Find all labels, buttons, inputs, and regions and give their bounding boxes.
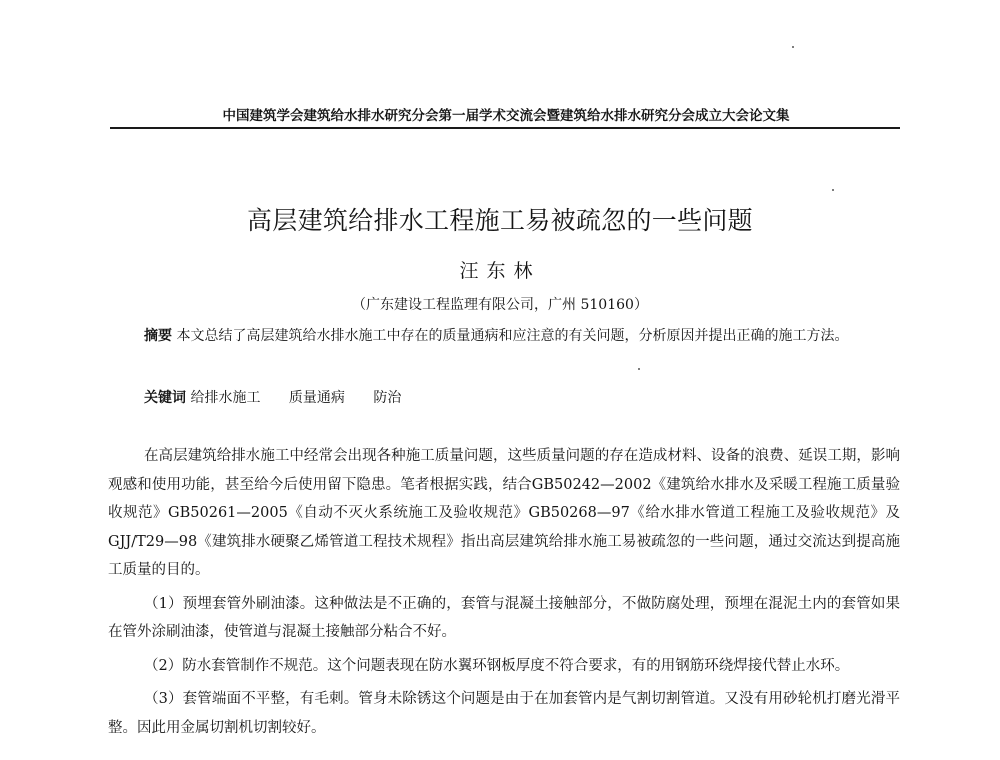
item-paragraph-3: （3）套管端面不平整，有毛刺。管身未除锈这个问题是由于在加套管内是气割切割管道。又没有用砂轮机打磨光滑平整。因此用金属切割机切割较好。 xyxy=(108,691,900,736)
author-affiliation: （广东建设工程监理有限公司，广州 510160） xyxy=(352,297,648,313)
header-rule xyxy=(110,127,900,129)
item-paragraph-1: （1）预埋套管外刷油漆。这种做法是不正确的，套管与混凝土接触部分，不做防腐处理，预埋在混泥土内的套管如果在管外涂刷油漆，使管道与混凝土接触部分粘合不好。 xyxy=(108,595,900,640)
keyword-1: 给排水施工 xyxy=(190,390,261,406)
abstract-label: 摘要 xyxy=(144,328,172,344)
keywords-label: 关键词 xyxy=(144,390,186,406)
scan-speck xyxy=(792,46,794,48)
keyword-2: 质量通病 xyxy=(288,390,345,406)
keywords xyxy=(144,384,900,412)
abstract xyxy=(108,322,900,350)
scan-speck xyxy=(638,368,640,370)
item-paragraph-2: （2）防水套管制作不规范。这个问题表现在防水翼环钢板厚度不符合要求，有的用钢筋环绕焊接代替止水环。 xyxy=(144,657,850,674)
body-text xyxy=(108,442,900,747)
intro-paragraph: 在高层建筑给排水施工中经常会出现各种施工质量问题，这些质量问题的存在造成材料、设备的浪费、延误工期，影响观感和使用功能，甚至给今后使用留下隐患。笔者根据实践，结合GB50242—2002《建筑给水排水及采暖工程施工质量验收规范》GB50261—2005《自动不灭火系统施工及验收规范》GB50268—97《给水排水管道工程施工及验收规范》及GJJ/T29—98《建筑排水硬聚乙烯管道工程技术规程》指出高层建筑给排水施工易被疏忽的一些问题，通过交流达到提高施工质量的目的。 xyxy=(108,448,900,578)
keyword-3: 防治 xyxy=(373,390,402,406)
paper-title: 高层建筑给排水工程施工易被疏忽的一些问题 xyxy=(246,206,753,235)
abstract-text: 本文总结了高层建筑给水排水施工中存在的质量通病和应注意的有关问题，分析原因并提出正确的施工方法。 xyxy=(176,328,849,344)
scan-speck xyxy=(832,189,834,191)
author-name: 汪东林 xyxy=(459,260,541,282)
running-header: 中国建筑学会建筑给水排水研究分会第一届学术交流会暨建筑给水排水研究分会成立大会论文集 xyxy=(222,108,790,124)
